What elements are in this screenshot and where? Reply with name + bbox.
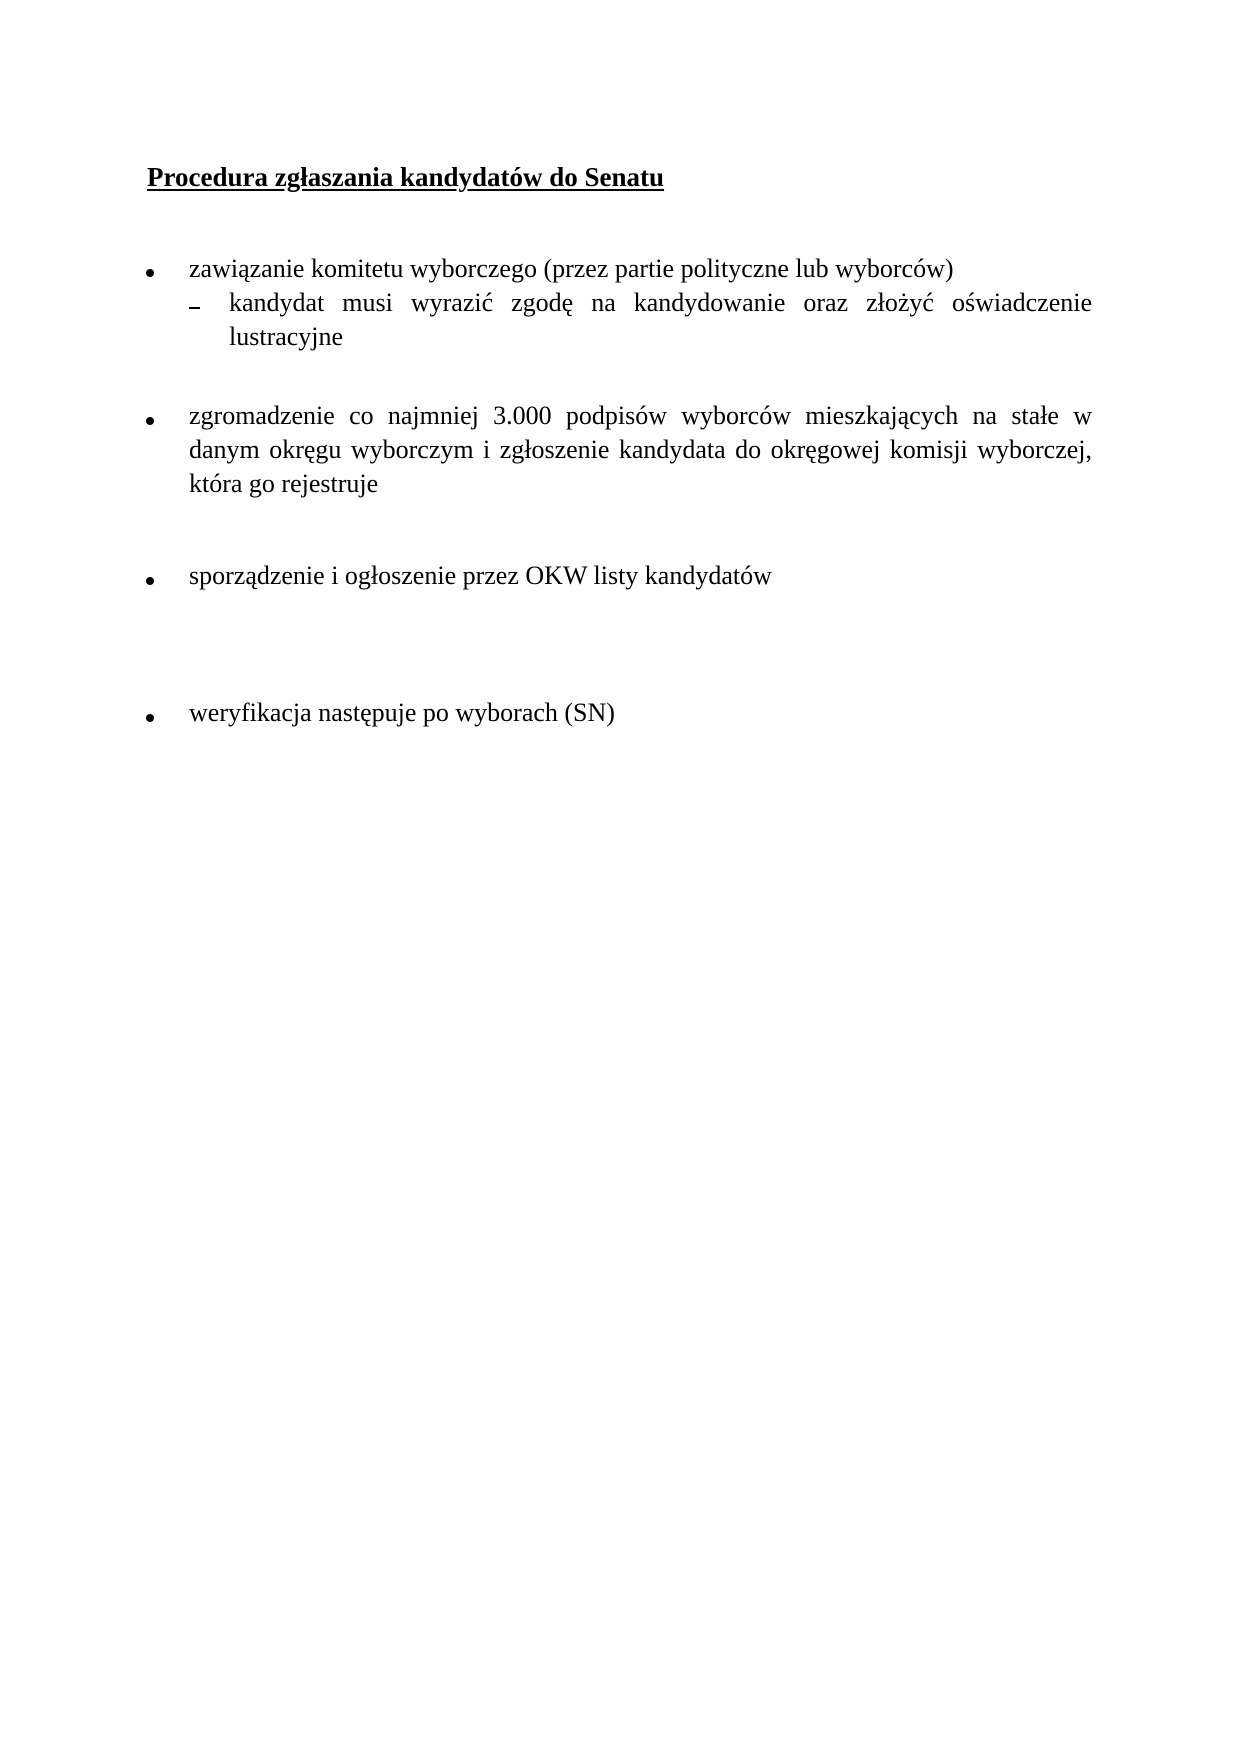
list-item-text: zawiązanie komitetu wyborczego (przez partie polityczne lub wyborców) <box>189 254 954 283</box>
sub-list-item-text: kandydat musi wyrazić zgodę na kandydowanie oraz złożyć oświadczenie lustracyjne <box>229 288 1092 351</box>
list-item-text: sporządzenie i ogłoszenie przez OKW listy kandydatów <box>189 561 772 590</box>
bullet-icon <box>146 577 154 585</box>
bullet-icon <box>146 417 154 425</box>
dash-icon <box>189 307 200 309</box>
document-title: Procedura zgłaszania kandydatów do Senatu <box>147 162 665 192</box>
bullet-icon <box>146 269 154 277</box>
list-item-text: weryfikacja następuje po wyborach (SN) <box>189 698 615 727</box>
list-item-text: zgromadzenie co najmniej 3.000 podpisów wyborców mieszkających na stałe w danym okręgu wyborczym i zgłoszenie kandydata do okręgowej komisji wyborczej, która go rejestruje <box>189 401 1092 498</box>
bullet-icon <box>146 714 154 722</box>
